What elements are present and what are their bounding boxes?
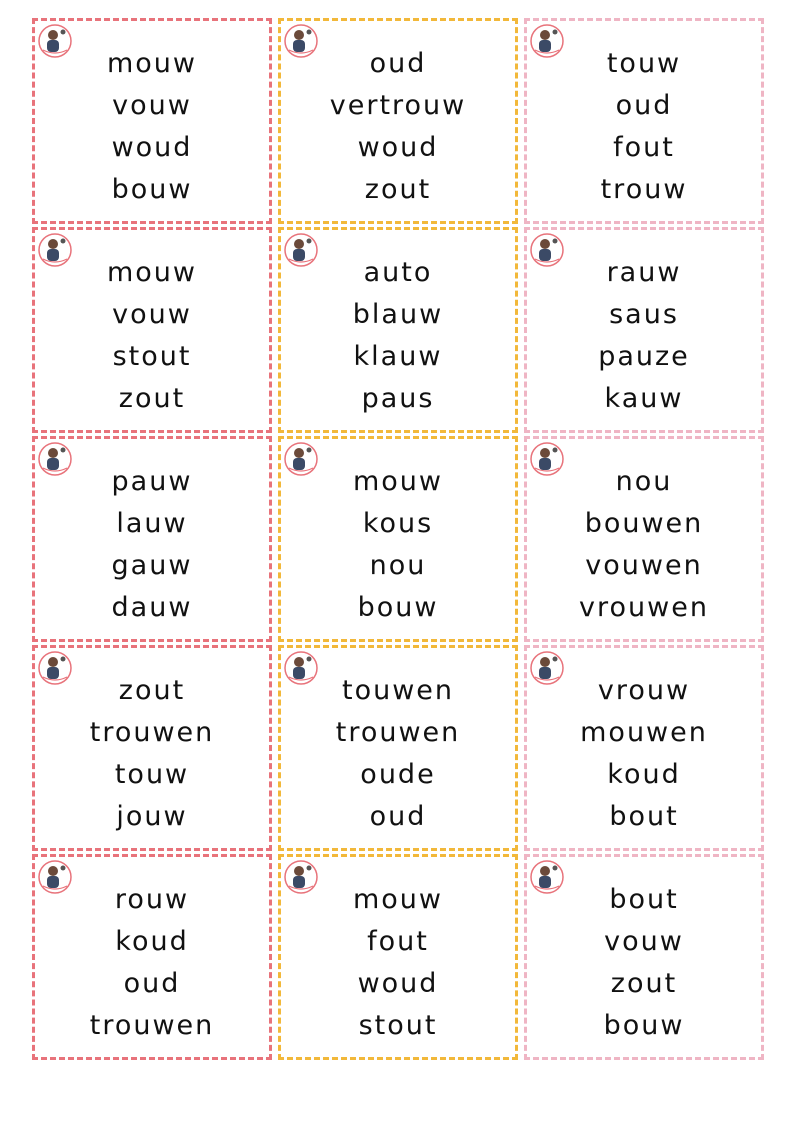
word-card bbox=[524, 645, 764, 851]
word: zout bbox=[610, 968, 678, 999]
word: vouw bbox=[112, 299, 192, 330]
word: bouw bbox=[603, 1010, 685, 1041]
word-card bbox=[524, 18, 764, 224]
word: bout bbox=[609, 884, 679, 915]
word-list bbox=[527, 670, 761, 838]
word-card-grid bbox=[32, 18, 764, 1058]
word-card bbox=[32, 227, 272, 433]
word-card bbox=[32, 645, 272, 851]
word-list bbox=[35, 670, 269, 838]
word: trouwen bbox=[335, 717, 461, 748]
word: stout bbox=[112, 341, 192, 372]
word: woud bbox=[111, 132, 193, 163]
word: rouw bbox=[114, 884, 190, 915]
word-card bbox=[278, 227, 518, 433]
word: vouw bbox=[604, 926, 684, 957]
word-card bbox=[524, 436, 764, 642]
word: vouw bbox=[112, 90, 192, 121]
word: vouwen bbox=[585, 550, 703, 581]
word: trouwen bbox=[89, 717, 215, 748]
word: oud bbox=[123, 968, 181, 999]
word: mouw bbox=[352, 466, 443, 497]
word: oud bbox=[369, 48, 427, 79]
word: mouw bbox=[106, 257, 197, 288]
word: bouw bbox=[111, 174, 193, 205]
word: kous bbox=[362, 508, 434, 539]
word-card bbox=[32, 436, 272, 642]
word: oude bbox=[360, 759, 436, 790]
word: woud bbox=[357, 132, 439, 163]
word-list bbox=[281, 670, 515, 838]
word-card bbox=[278, 854, 518, 1060]
word: fout bbox=[613, 132, 675, 163]
word-card bbox=[524, 227, 764, 433]
word: dauw bbox=[111, 592, 193, 623]
word: zout bbox=[118, 383, 186, 414]
word: trouw bbox=[600, 174, 688, 205]
word: jouw bbox=[116, 801, 188, 832]
word: stout bbox=[358, 1010, 438, 1041]
word: vrouwen bbox=[579, 592, 709, 623]
word: oud bbox=[369, 801, 427, 832]
word: pauze bbox=[598, 341, 690, 372]
word: kauw bbox=[604, 383, 684, 414]
word: koud bbox=[607, 759, 681, 790]
word-card bbox=[278, 436, 518, 642]
word-list bbox=[35, 252, 269, 420]
word-card bbox=[278, 18, 518, 224]
word-list bbox=[35, 461, 269, 629]
word: nou bbox=[369, 550, 427, 581]
word-card bbox=[524, 854, 764, 1060]
word-list bbox=[281, 252, 515, 420]
word-list bbox=[527, 43, 761, 211]
word-list bbox=[527, 879, 761, 1047]
word: mouw bbox=[106, 48, 197, 79]
word-list bbox=[35, 879, 269, 1047]
word-list bbox=[527, 461, 761, 629]
word-list bbox=[35, 43, 269, 211]
word-list bbox=[527, 252, 761, 420]
word: paus bbox=[361, 383, 435, 414]
word: auto bbox=[363, 257, 433, 288]
word: rauw bbox=[606, 257, 682, 288]
word: zout bbox=[118, 675, 186, 706]
word: bout bbox=[609, 801, 679, 832]
word: zout bbox=[364, 174, 432, 205]
word: lauw bbox=[116, 508, 188, 539]
word: gauw bbox=[111, 550, 193, 581]
word: klauw bbox=[353, 341, 443, 372]
word: nou bbox=[615, 466, 673, 497]
word-list bbox=[281, 461, 515, 629]
word: pauw bbox=[111, 466, 193, 497]
word: saus bbox=[609, 299, 679, 330]
word: touw bbox=[606, 48, 682, 79]
word: bouwen bbox=[584, 508, 704, 539]
word-card bbox=[32, 854, 272, 1060]
word: koud bbox=[115, 926, 189, 957]
word-list bbox=[281, 879, 515, 1047]
word: vertrouw bbox=[329, 90, 467, 121]
word: oud bbox=[615, 90, 673, 121]
word-list bbox=[281, 43, 515, 211]
word: mouwen bbox=[580, 717, 708, 748]
word: touwen bbox=[341, 675, 455, 706]
word: blauw bbox=[352, 299, 444, 330]
word: trouwen bbox=[89, 1010, 215, 1041]
word: woud bbox=[357, 968, 439, 999]
word-card bbox=[32, 18, 272, 224]
word: touw bbox=[114, 759, 190, 790]
word: fout bbox=[367, 926, 429, 957]
word: bouw bbox=[357, 592, 439, 623]
word-card bbox=[278, 645, 518, 851]
word: mouw bbox=[352, 884, 443, 915]
word: vrouw bbox=[597, 675, 691, 706]
